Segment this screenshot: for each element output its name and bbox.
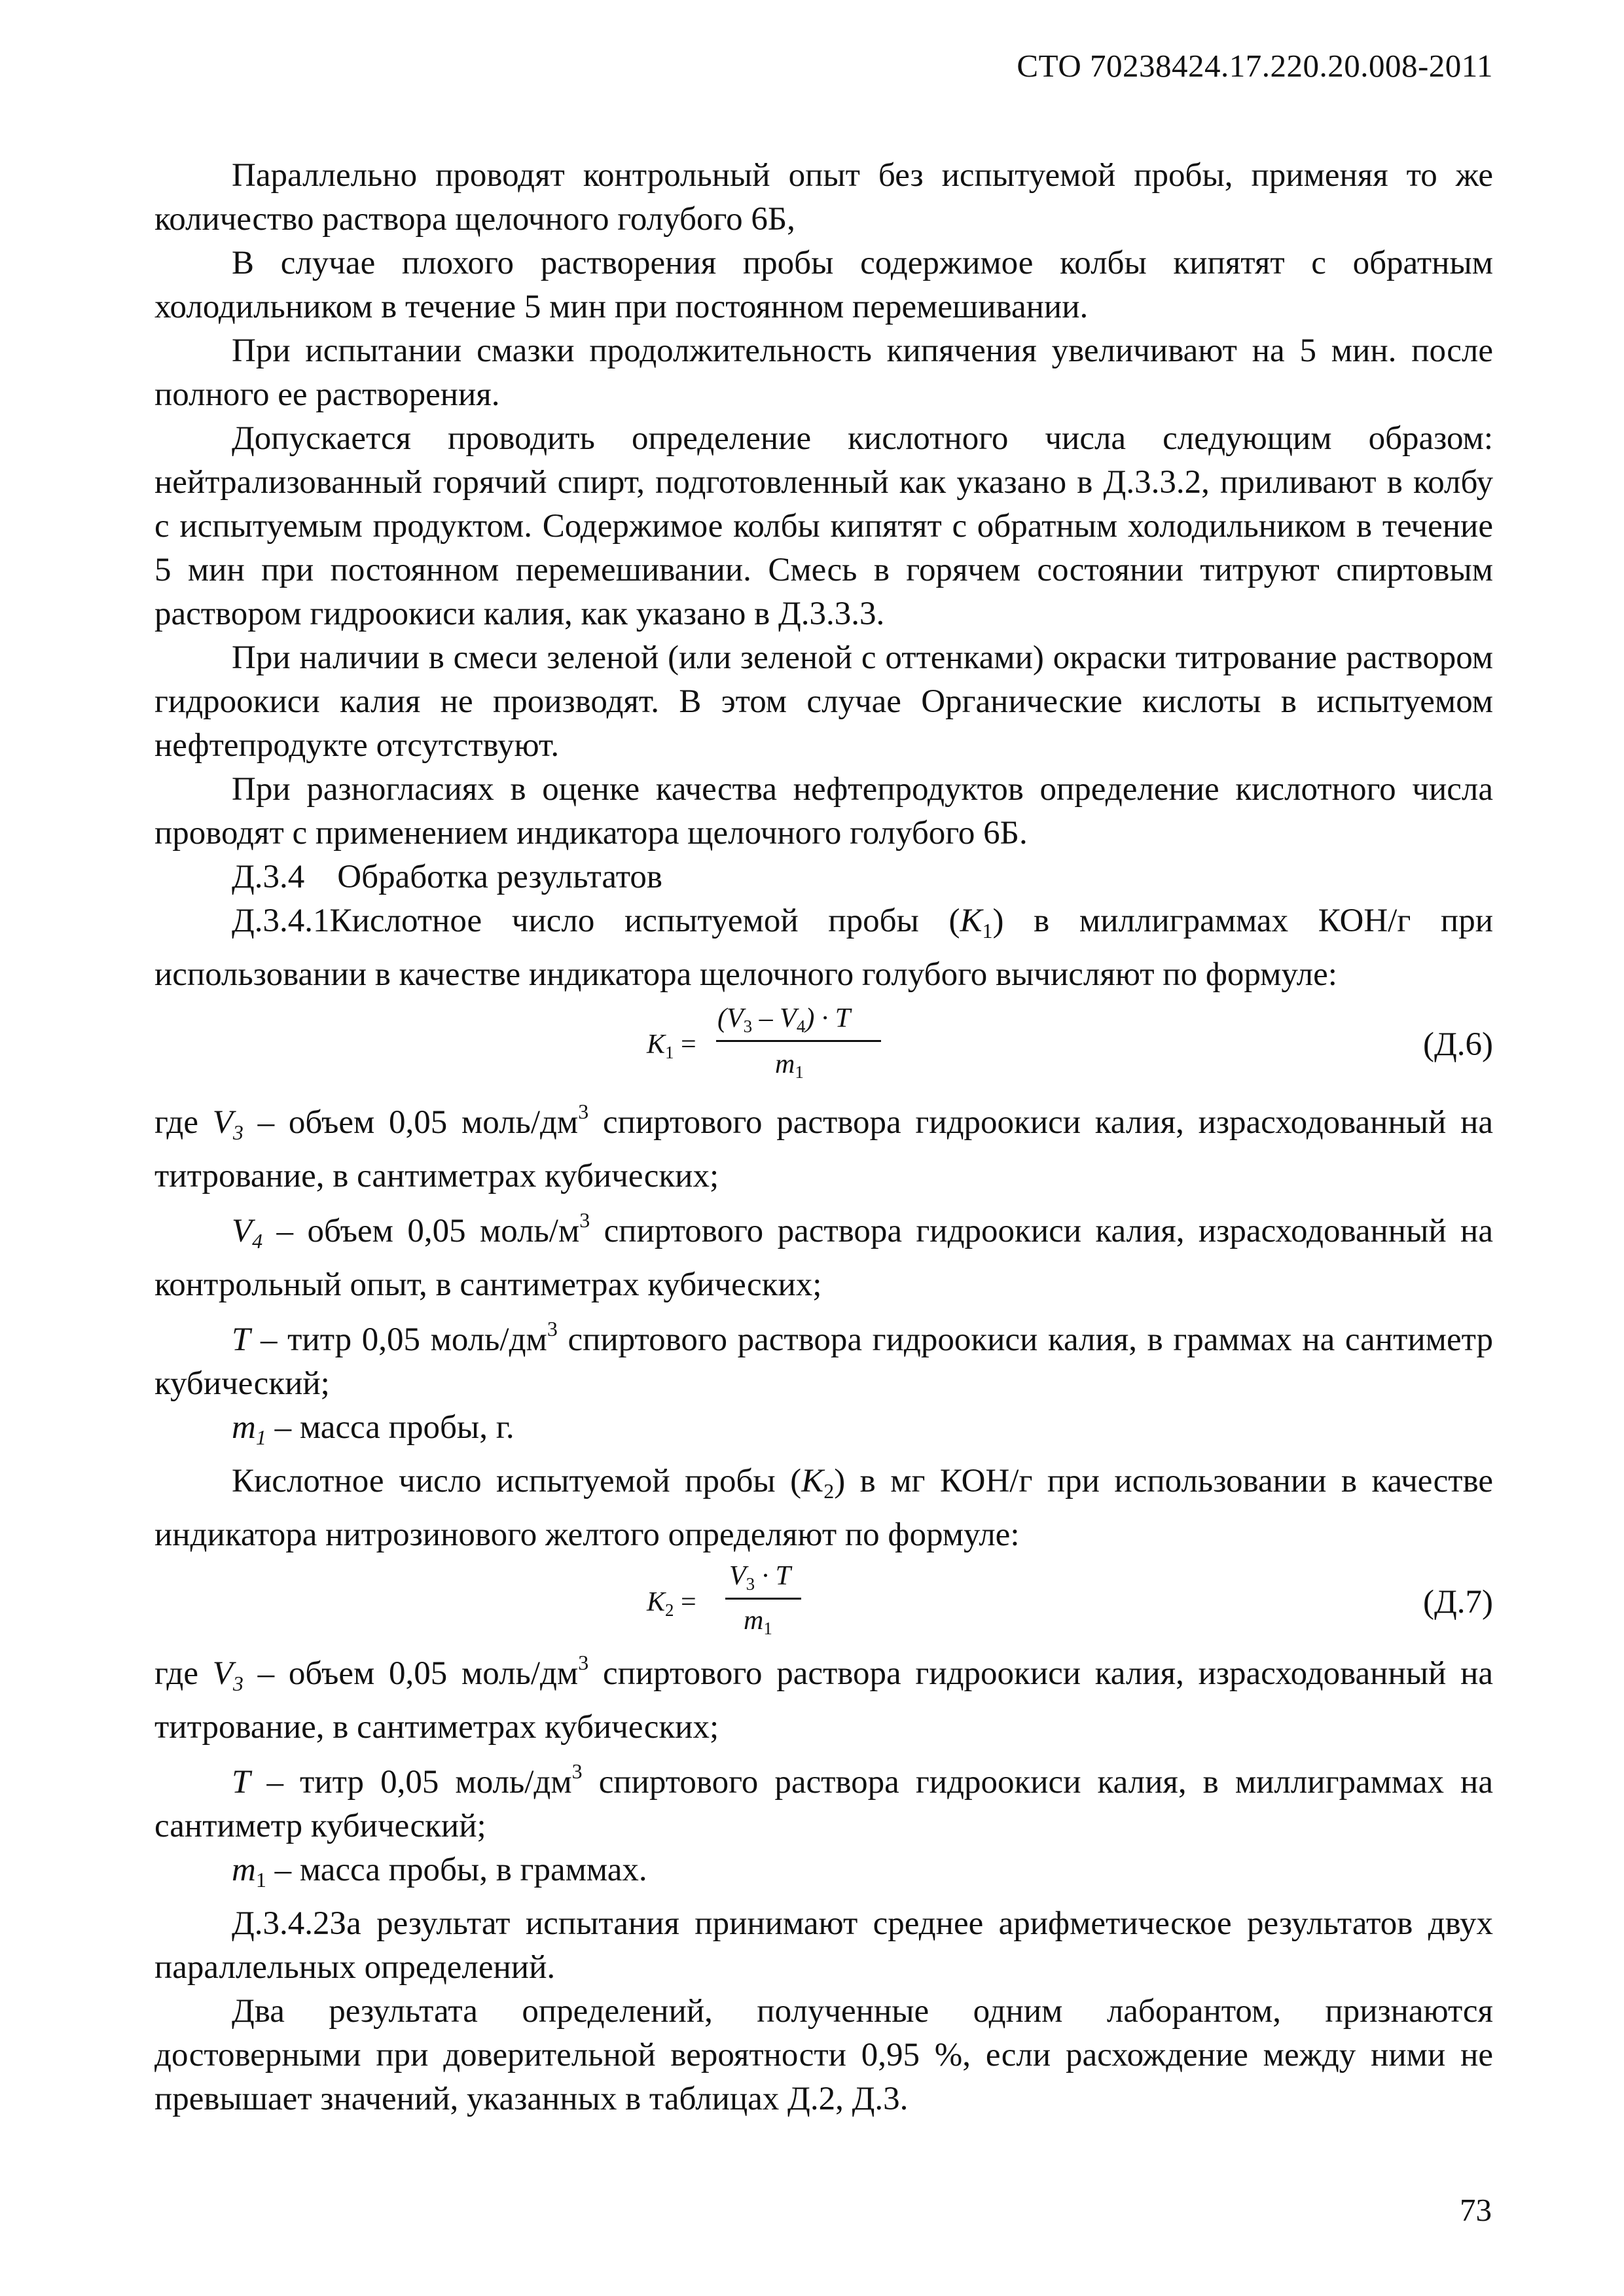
formula-d7-lhs: K2 = xyxy=(647,1587,696,1620)
formula-d6-number: (Д.6) xyxy=(1422,1026,1493,1063)
formula-d7-denominator: m1 xyxy=(744,1605,772,1638)
clause-d342: Д.3.4.2За результат испытания принимают среднее арифметическое результатов двух параллельных определений. xyxy=(154,1905,1493,1986)
paragraph-poor-dissolution: В случае плохого растворения пробы содержимое колбы кипятят с обратным холодильником в течение 5 мин при постоянном перемешивании. xyxy=(154,245,1493,325)
formula-d7-fraction-bar xyxy=(725,1598,801,1600)
formula-d6-denominator: m1 xyxy=(775,1049,804,1082)
formula-d7-numerator: V3 · T xyxy=(729,1561,791,1594)
paragraph-disagreements: При разногласиях в оценке качества нефтепродуктов определение кислотного числа проводят с применением индикатора щелочного голубого 6Б. xyxy=(154,771,1493,852)
definition-v4: $V_4$ – объем 0,05 моль/$м^3$ спиртового раствора гидроокиси калия, израсходованный на контрольный опыт, в сантиметрах кубических; xyxy=(154,1208,1493,1303)
formula-d6-fraction-bar xyxy=(716,1040,881,1042)
clause-number: Д.3.4.2 xyxy=(232,1905,330,1942)
paragraph-grease-test: При испытании смазки продолжительность кипячения увеличивают на 5 мин. после полного ее растворения. xyxy=(154,332,1493,413)
paragraph-green-color: При наличии в смеси зеленой (или зеленой с оттенками) окраски титрование раствором гидроокиси калия не производят. В этом случае Органические кислоты в испытуемом нефтепродукте отсутствуют. xyxy=(154,639,1493,764)
formula-d6-numerator: (V3 – V4) · T xyxy=(717,1003,851,1036)
definition-v3-second: где $V_3$ – объем 0,05 моль/$дм^3$ спиртового раствора гидроокиси калия, израсходованный на титрование, в сантиметрах кубических; xyxy=(154,1651,1493,1746)
section-title: Обработка результатов xyxy=(337,859,662,895)
formula-d7-number: (Д.7) xyxy=(1422,1584,1493,1621)
page-number: 73 xyxy=(1460,2192,1492,2228)
clause-d341: Д.3.4.1Кислотное число испытуемой пробы $(K_1)$ в миллиграммах КОН/г при использовании в качестве индикатора щелочного голубого вычисляют по формуле: xyxy=(154,903,1493,993)
formula-d7 xyxy=(154,1557,1493,1641)
page-body xyxy=(154,154,1493,2121)
paragraph-control-test: Параллельно проводят контрольный опыт без испытуемой пробы, применяя то же количество раствора щелочного голубого 6Б, xyxy=(154,157,1493,238)
paragraph-alternative-method: Допускается проводить определение кислотного числа следующим образом: нейтрализованный горячий спирт, подготовленный как указано в Д.3.3.2, приливают в колбу с испытуемым продуктом. Содержимое колбы кипятят с обратным холодильником в течение 5 мин при постоянном перемешивании. Смесь в горячем состоянии титруют спиртовым раствором гидроокиси калия, как указано в Д.3.3.3. xyxy=(154,420,1493,632)
section-heading xyxy=(154,855,1493,899)
definition-m1-second: $m_1$ – масса пробы, в граммах. xyxy=(232,1852,647,1892)
definition-t: T – титр 0,05 моль/$дм^3$ спиртового раствора гидроокиси калия, в граммах на сантиметр кубический; xyxy=(154,1317,1493,1402)
formula-d6 xyxy=(154,997,1493,1090)
clause-number: Д.3.4.1 xyxy=(232,903,330,939)
definition-m1: $m_1$ – масса пробы, г. xyxy=(232,1409,514,1449)
paragraph-reliability: Два результата определений, полученные одним лаборантом, признаются достоверными при доверительной вероятности 0,95 %, если расхождение между ними не превышает значений, указанных в таблицах Д.2, Д.3. xyxy=(154,1993,1493,2117)
definition-t-second: T – титр 0,05 моль/$дм^3$ спиртового раствора гидроокиси калия, в миллиграммах на сантиметр кубический; xyxy=(154,1759,1493,1844)
section-number: Д.3.4 xyxy=(232,859,305,895)
definition-v3: где $V_3$ – объем 0,05 моль/$дм^3$ спиртового раствора гидроокиси калия, израсходованный на титрование, в сантиметрах кубических; xyxy=(154,1100,1493,1194)
clause-k2: Кислотное число испытуемой пробы $(K_2)$ в мг КОН/г при использовании в качестве индикатора нитрозинового желтого определяют по формуле: xyxy=(154,1463,1494,1553)
document-code: СТО 70238424.17.220.20.008-2011 xyxy=(1017,48,1493,84)
formula-d6-lhs: K1 = xyxy=(647,1030,696,1062)
